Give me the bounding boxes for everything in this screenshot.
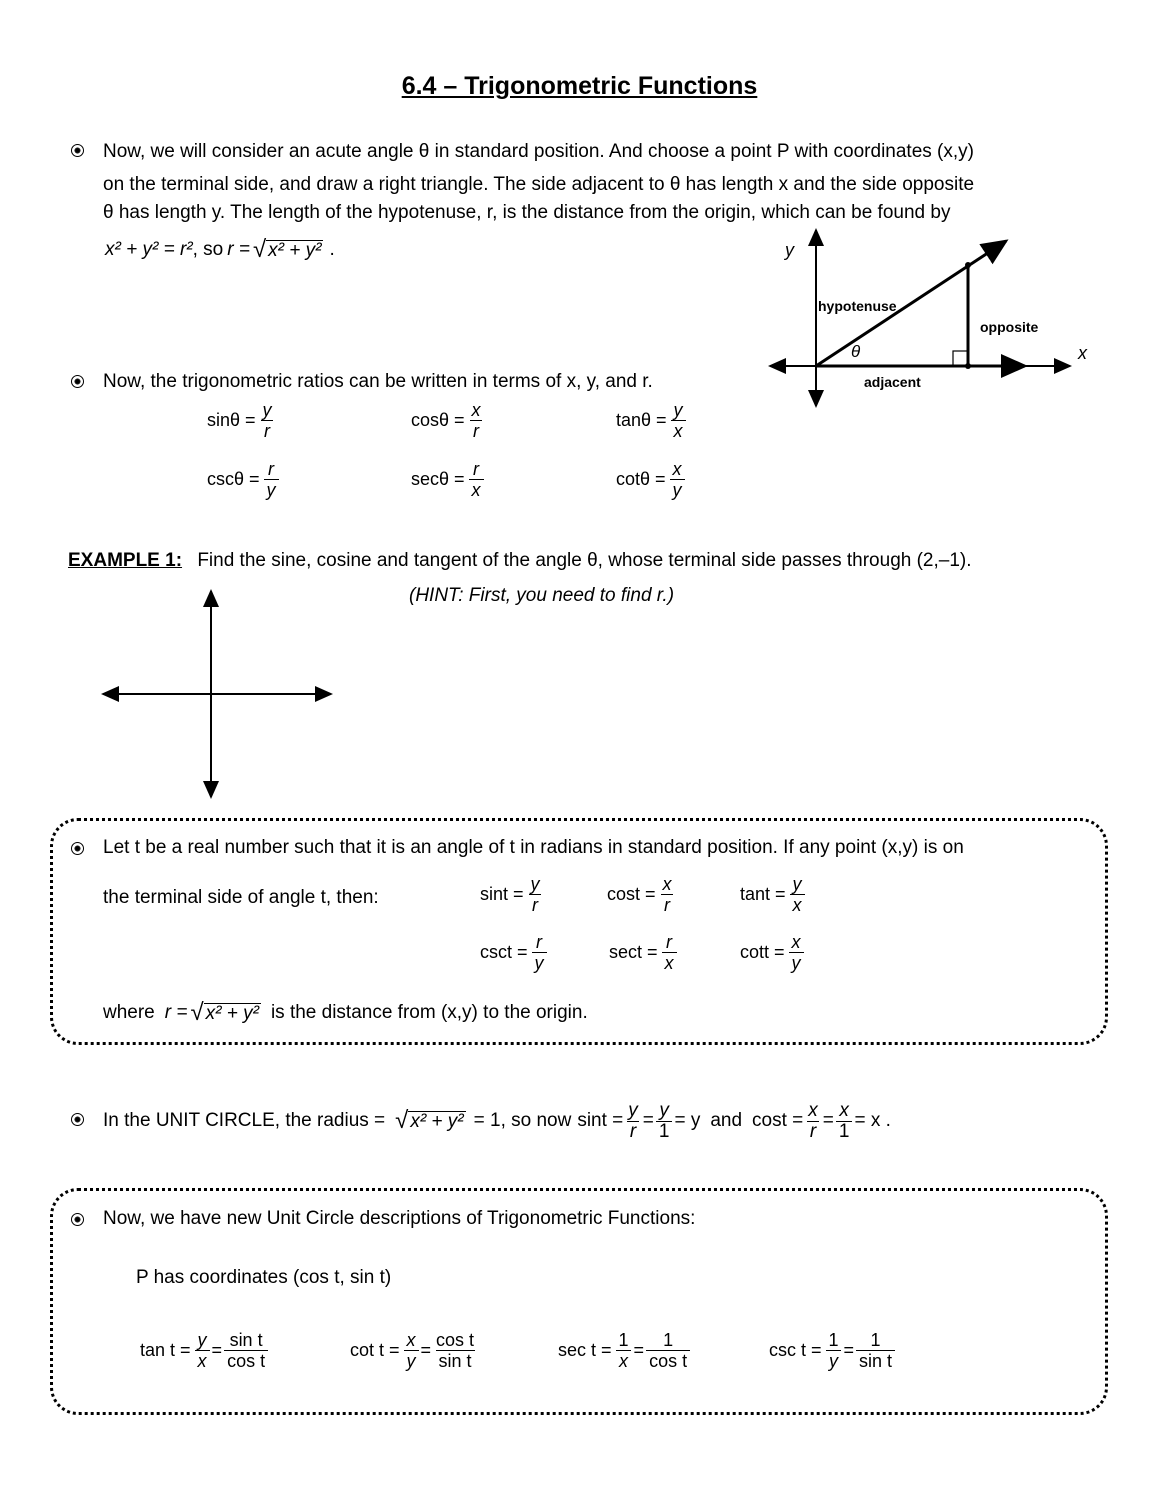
intro-line-2: on the terminal side, and draw a right triangle. The side adjacent to θ has length x and the side opposite (103, 174, 975, 195)
numerator: 1 (663, 1330, 674, 1350)
cot-theta-formula (616, 459, 687, 500)
sqrt-body: x² + y² (268, 239, 322, 261)
fraction (625, 1101, 641, 1142)
period: . (329, 239, 335, 260)
fraction (789, 932, 804, 973)
bullet-icon (71, 1113, 84, 1126)
unit-circle-line (103, 1096, 891, 1146)
cot-t-unit-formula (350, 1330, 479, 1371)
denominator: cos t (224, 1350, 268, 1371)
formula-label: cotθ = (616, 469, 666, 489)
pythagorean-equation (105, 238, 335, 262)
fraction (826, 1330, 842, 1371)
numerator: y (262, 400, 272, 420)
fraction (404, 1330, 419, 1371)
uc-sin-result: = y (674, 1110, 701, 1131)
sqrt-icon: √ (252, 236, 267, 263)
fraction (224, 1330, 268, 1371)
equals: = (642, 1110, 654, 1131)
denominator: x (195, 1350, 210, 1371)
numerator: x (839, 1099, 849, 1121)
uc-cos-result: = x . (854, 1110, 891, 1131)
sec-t-formula (609, 932, 679, 973)
numerator: y (530, 874, 540, 894)
page-title: 6.4 – Trigonometric Functions (401, 72, 758, 100)
tan-t-unit-formula (140, 1330, 270, 1371)
formula-label: sinθ = (207, 410, 256, 430)
where-post: is the distance from (x,y) to the origin. (270, 1002, 588, 1023)
csc-t-unit-formula (769, 1330, 897, 1371)
bullet-icon (71, 144, 84, 157)
intro-line-1: Now, we will consider an acute angle θ in standard position. And choose a point P with coordinates (x,y) (103, 141, 974, 162)
ratios-intro: Now, the trigonometric ratios can be written in terms of x, y, and r. (103, 371, 653, 392)
numerator: 1 (618, 1330, 629, 1350)
box1-line-1: Let t be a real number such that it is an angle of t in radians in standard position. If any point (x,y) is on (103, 837, 964, 858)
denominator: y (264, 479, 279, 500)
denominator: sin t (856, 1350, 895, 1371)
uc-text-2: = 1, so now (473, 1110, 572, 1131)
equals: = (822, 1110, 834, 1131)
formula-label: tant = (740, 884, 786, 904)
sin-t-formula (480, 874, 545, 915)
denominator: y (826, 1350, 841, 1371)
numerator: x (406, 1330, 416, 1350)
fraction (469, 459, 484, 500)
formula-label: cot t = (350, 1340, 400, 1360)
sec-t-unit-formula (558, 1330, 692, 1371)
numerator: y (673, 400, 683, 420)
uc-cos-label: cost = (752, 1110, 804, 1131)
opposite-label: opposite (980, 319, 1039, 335)
fraction (856, 1330, 895, 1371)
numerator: r (473, 459, 480, 479)
r-eq: r = (227, 239, 250, 260)
numerator: x (672, 459, 682, 479)
formula-label: cosθ = (411, 410, 465, 430)
fraction (660, 874, 675, 915)
denominator: cos t (646, 1350, 690, 1371)
hypotenuse-label: hypotenuse (818, 298, 897, 314)
formula-label: sint = (480, 884, 524, 904)
fraction (790, 874, 805, 915)
intro-line-3: θ has length y. The length of the hypotenuse, r, is the distance from the origin, which can be found by (103, 202, 951, 223)
formula-label: cott = (740, 942, 785, 962)
bullet-icon (71, 1213, 84, 1226)
fraction (670, 459, 685, 500)
denominator: x (671, 420, 686, 441)
denominator: x (616, 1350, 631, 1371)
p-coordinates: P has coordinates (cos t, sin t) (136, 1267, 392, 1288)
numerator: y (792, 874, 802, 894)
formula-label: cost = (607, 884, 656, 904)
cos-t-formula (607, 874, 677, 915)
x-axis-label: x (1078, 343, 1087, 363)
denominator: r (470, 420, 482, 441)
box1-line-2: the terminal side of angle t, then: (103, 887, 379, 908)
point-p (965, 262, 971, 268)
sin-theta-formula (207, 400, 277, 441)
numerator: x (808, 1099, 818, 1121)
denominator: x (469, 479, 484, 500)
sqrt-icon: √ (395, 1107, 409, 1134)
blank-axes (100, 586, 336, 802)
formula-label: csct = (480, 942, 528, 962)
sqrt-icon: √ (190, 999, 204, 1026)
formula-label: secθ = (411, 469, 465, 489)
numerator: x (662, 874, 672, 894)
fraction (805, 1101, 821, 1142)
example-label: EXAMPLE 1: (68, 550, 183, 571)
formula-label: tan t = (140, 1340, 191, 1360)
numerator: x (471, 400, 481, 420)
where-line (103, 1001, 588, 1025)
denominator: r (261, 420, 273, 441)
where-sqrt: x² + y² (205, 1002, 259, 1024)
fraction (528, 874, 543, 915)
denominator: y (404, 1350, 419, 1371)
fraction (260, 400, 275, 441)
denominator: x (790, 894, 805, 915)
box2-line-1: Now, we have new Unit Circle descriptions of Trigonometric Functions: (103, 1208, 696, 1229)
equals: = (843, 1340, 855, 1360)
fraction (662, 932, 677, 973)
formula-label: sect = (609, 942, 658, 962)
numerator: x (791, 932, 801, 952)
tan-theta-formula (616, 400, 688, 441)
denominator: y (789, 952, 804, 973)
tan-t-formula (740, 874, 807, 915)
numerator: r (268, 459, 275, 479)
fraction (433, 1330, 477, 1371)
formula-label: cscθ = (207, 469, 260, 489)
denominator: r (529, 894, 541, 915)
formula-label: sec t = (558, 1340, 612, 1360)
denominator: x (662, 952, 677, 973)
equals: = (633, 1340, 645, 1360)
equals: = (420, 1340, 432, 1360)
bullet-icon (71, 375, 84, 388)
fraction (836, 1101, 853, 1142)
denominator: sin t (436, 1350, 475, 1371)
example-hint: (HINT: First, you need to find r.) (409, 585, 675, 606)
equals: = (211, 1340, 223, 1360)
numerator: y (628, 1099, 638, 1121)
numerator: r (666, 932, 673, 952)
fraction (671, 400, 686, 441)
bullet-icon (71, 842, 84, 855)
numerator: sin t (229, 1330, 263, 1350)
csc-t-formula (480, 932, 549, 973)
uc-and: and (710, 1110, 743, 1131)
triangle-diagram (760, 222, 1090, 414)
denominator: y (532, 952, 547, 973)
fraction (616, 1330, 632, 1371)
denominator: r (807, 1121, 819, 1142)
uc-text-1: In the UNIT CIRCLE, the radius = (103, 1110, 386, 1131)
where-pre: where (103, 1002, 155, 1023)
denominator: r (661, 894, 673, 915)
so-text: , so (192, 239, 224, 260)
example-text: Find the sine, cosine and tangent of the angle θ, whose terminal side passes through (2,–1). (197, 550, 972, 571)
fraction (195, 1330, 210, 1371)
fraction (264, 459, 279, 500)
sec-theta-formula (411, 459, 486, 500)
denominator: y (670, 479, 685, 500)
where-r: r = (164, 1002, 188, 1023)
fraction (532, 932, 547, 973)
denominator: r (627, 1121, 639, 1142)
cos-theta-formula (411, 400, 486, 441)
adjacent-label: adjacent (864, 374, 921, 390)
fraction (656, 1101, 673, 1142)
numerator: y (197, 1330, 207, 1350)
numerator: r (536, 932, 543, 952)
uc-sqrt: x² + y² (410, 1110, 464, 1132)
example-1 (68, 549, 972, 573)
formula-label: tanθ = (616, 410, 667, 430)
denominator: 1 (836, 1121, 853, 1142)
right-angle-marker (953, 351, 968, 366)
formula-label: csc t = (769, 1340, 822, 1360)
pythag-eq: x² + y² = r² (105, 239, 193, 260)
numerator: 1 (870, 1330, 881, 1350)
numerator: y (659, 1099, 669, 1121)
fraction (646, 1330, 690, 1371)
y-axis-label: y (785, 240, 794, 260)
theta-label: θ (851, 342, 861, 361)
uc-sin-label: sint = (577, 1110, 624, 1131)
numerator: 1 (828, 1330, 839, 1350)
csc-theta-formula (207, 459, 281, 500)
numerator: cos t (436, 1330, 475, 1350)
fraction (469, 400, 484, 441)
denominator: 1 (656, 1121, 673, 1142)
cot-t-formula (740, 932, 806, 973)
